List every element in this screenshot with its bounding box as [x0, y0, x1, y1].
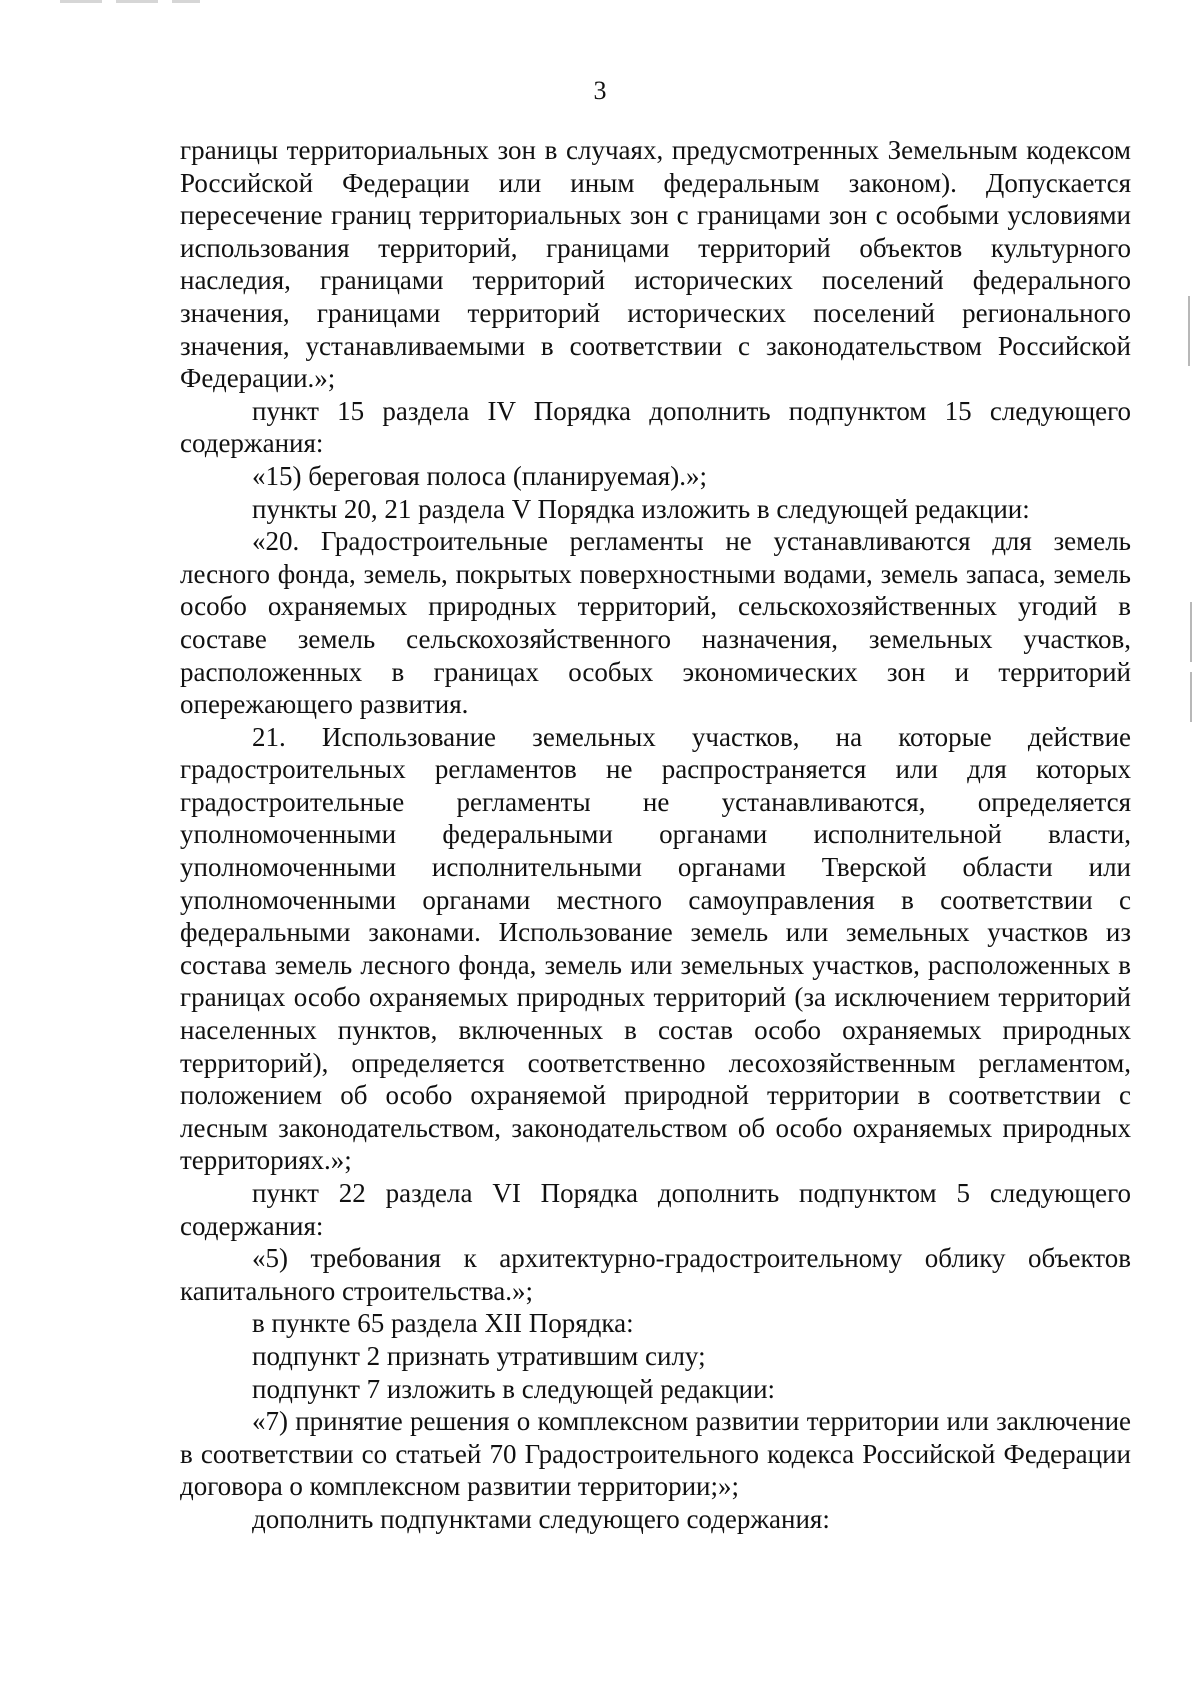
scan-artifact-right-3 [1190, 672, 1192, 722]
document-body [180, 134, 1131, 1536]
paragraph: «20. Градостроительные регламенты не устанавливаются для земель лесного фонда, земель, покрытых поверхностными водами, земель запаса, земель особо охраняемых природных территорий, сельскохозяйственных угодий в составе земель сельскохозяйственного назначения, земельных участков, расположенных в границах особых экономических зон и территорий опережающего развития. [180, 526, 1131, 720]
paragraph: «7) принятие решения о комплексном развитии территории или заключение в соответствии со статьей 70 Градостроительного кодекса Российской Федерации договора о комплексном развитии территории;»; [180, 1406, 1131, 1502]
paragraph: пункт 15 раздела IV Порядка дополнить подпунктом 15 следующего содержания: [180, 395, 1131, 459]
paragraph: 21. Использование земельных участков, на которые действие градостроительных регламентов не распространяется или для которых градостроительные регламенты не устанавливаются, определяется уполномоченными федеральными органами исполнительной власти, уполномоченными исполнительными органами Тверской области или уполномоченными органами местного самоуправления в соответствии с федеральными законами. Использование земель или земельных участков из состава земель лесного фонда, земель или земельных участков, расположенных в границах особо охраняемых природных территорий (за исключением территорий населенных пунктов, включенных в состав особо охраняемых природных территорий), определяется соответственно лесохозяйственным регламентом, положением об особо охраняемой природной территории в соответствии с лесным законодательством, законодательством об особо охраняемых природных территориях.»; [180, 721, 1131, 1176]
scan-artifact-right-1 [1188, 296, 1190, 366]
paragraph: «5) требования к архитектурно-градостроительному облику объектов капитального строительства.»; [180, 1243, 1131, 1306]
paragraph: «15) береговая полоса (планируемая).»; [252, 460, 707, 491]
paragraph: дополнить подпунктами следующего содержания: [252, 1503, 830, 1534]
paragraph: в пункте 65 раздела XII Порядка: [252, 1308, 634, 1339]
scan-artifact-right-2 [1190, 602, 1192, 662]
scan-artifact-top [60, 0, 200, 3]
page-number: 3 [593, 76, 607, 105]
paragraph: подпункт 7 изложить в следующей редакции: [252, 1373, 776, 1404]
paragraph: подпункт 2 признать утратившим силу; [252, 1340, 706, 1371]
paragraph: границы территориальных зон в случаях, предусмотренных Земельным кодексом Российской Федерации или иным федеральным законом). Допускается пересечение границ территориальных зон с границами зон с особыми условиями использования территорий, границами территорий объектов культурного наследия, границами территорий исторических поселений федерального значения, границами территорий исторических поселений регионального значения, устанавливаемыми в соответствии с законодательством Российской Федерации.»; [180, 135, 1131, 394]
paragraph: пункты 20, 21 раздела V Порядка изложить в следующей редакции: [252, 493, 1030, 524]
paragraph: пункт 22 раздела VI Порядка дополнить подпунктом 5 следующего содержания: [180, 1178, 1131, 1241]
